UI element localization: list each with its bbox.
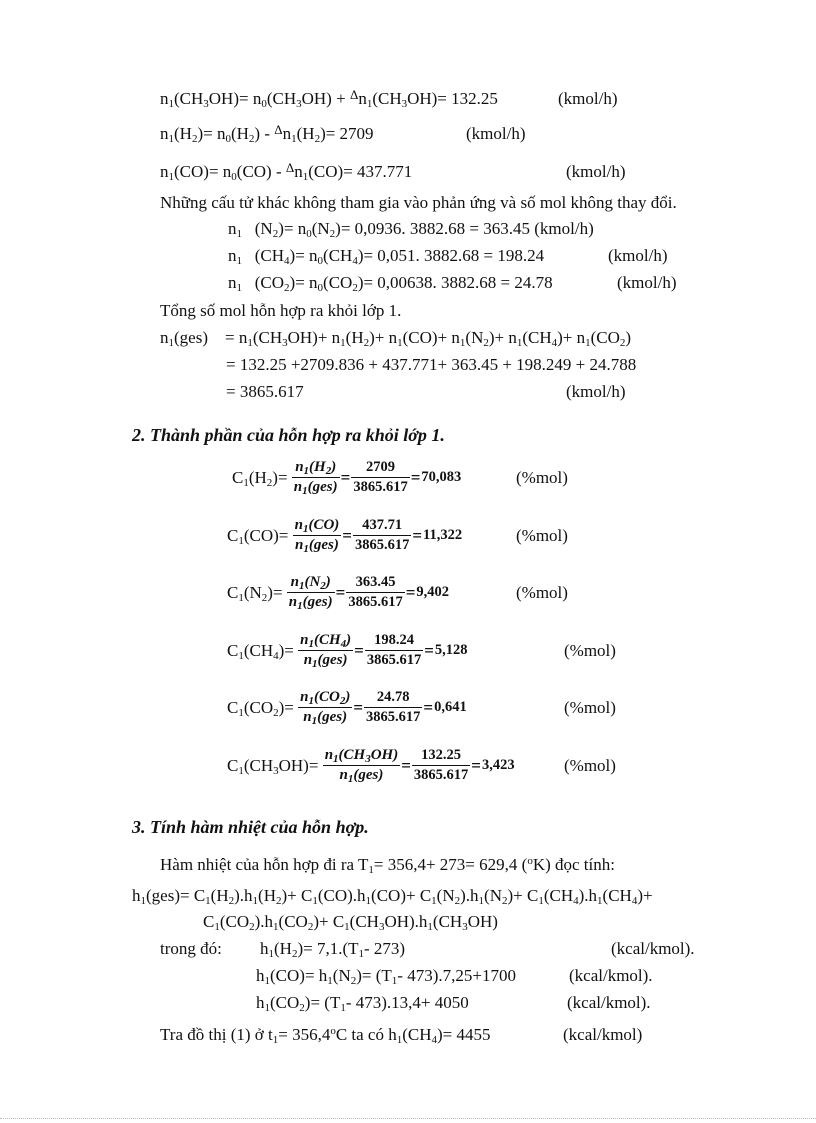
unit-h2: (kmol/h)	[466, 124, 526, 143]
composition-result: 70,083	[421, 469, 462, 485]
equals-sign: =	[401, 755, 411, 775]
equals-sign: =	[405, 582, 416, 602]
page-bottom-divider	[0, 1118, 816, 1119]
composition-label: $C_1(H_2)=$	[232, 467, 288, 489]
composition-result: 9,402	[416, 584, 450, 600]
total-line-3: = 3865.617	[226, 382, 304, 401]
note-text: Những cấu tử khác không tham gia vào phản ứng và số mol không thay đổi.	[160, 193, 677, 212]
composition-label: $C_1(CO)=$	[227, 525, 289, 547]
enthalpy-co2: $h_1(CO_2)= (T_1-$ 473).13,4+ 4050	[256, 993, 469, 1014]
inert-line-co2: $n_1$ $(CO_2)= n_0(CO_2)= 0,00638$. 3882.68 = 24.78	[228, 273, 553, 294]
unit-co-enthalpy: (kcal/kmol).	[569, 966, 653, 985]
where-label: trong đó:	[160, 939, 222, 958]
composition-unit: (%mol)	[564, 698, 616, 717]
composition-unit: (%mol)	[564, 641, 616, 660]
inert-line-n2: $n_1$ $(N_2)= n_0(N_2)= 0,0936$. 3882.68 = 363.45 (kmol/h)	[228, 219, 594, 240]
enthalpy-formula-line-1: $h_1(ges)= C_1(H_2).h_1(H_2)+ C_1(CO).h_1(CO)+ C_1(N_2).h_1(N_2)+ C_1(CH_4).h_1(CH_4)+$	[132, 886, 653, 907]
composition-label: $C_1(CH_3OH)=$	[227, 755, 319, 777]
equals-sign: =	[410, 467, 421, 487]
composition-row	[227, 573, 449, 612]
numeric-fraction: $\frac{2709}{3865.617}$	[353, 459, 408, 495]
numeric-fraction: $\frac{24.78}{3865.617}$	[366, 689, 421, 725]
equals-sign: =	[340, 467, 351, 487]
balance-line-co: $n_1(CO)= n_0(CO) - ^\Delta n_1(CO)= 437.771$	[160, 160, 413, 183]
total-line-2: = 132.25 +2709.836 + 437.771+ 363.45 + 198.249 + 24.788	[226, 355, 637, 374]
composition-unit: (%mol)	[564, 756, 616, 775]
composition-row	[227, 516, 462, 555]
unit-co: (kmol/h)	[566, 162, 626, 181]
composition-unit: (%mol)	[516, 468, 568, 487]
composition-unit: (%mol)	[516, 583, 568, 602]
total-unit: (kmol/h)	[566, 382, 626, 401]
equals-sign: =	[471, 755, 481, 775]
symbolic-fraction: $\frac{n_1(CH_4)}{n_1(ges)}$	[300, 632, 352, 670]
composition-result: 5,128	[434, 642, 468, 658]
composition-row	[227, 746, 515, 785]
composition-row	[232, 458, 461, 497]
composition-label: $C_1(CH_4)=$	[227, 640, 294, 662]
section-3-title: 3. Tính hàm nhiệt của hỗn hợp.	[132, 817, 369, 837]
symbolic-fraction: $\frac{n_1(CO)}{n_1(ges)}$	[294, 517, 340, 555]
enthalpy-h2: $h_1(H_2)= 7,1.(T_1-$ 273)	[260, 939, 406, 960]
composition-unit: (%mol)	[516, 526, 568, 545]
equals-sign: =	[353, 697, 363, 717]
unit-co2: (kmol/h)	[617, 273, 677, 292]
numeric-fraction: $\frac{132.25}{3865.617}$	[413, 747, 469, 783]
unit-ch4-enthalpy: (kcal/kmol)	[563, 1025, 643, 1044]
unit-co2-enthalpy: (kcal/kmol).	[567, 993, 651, 1012]
inert-line-ch4: $n_1$ $(CH_4)= n_0(CH_4)= 0,051$. 3882.68 = 198.24	[228, 246, 545, 267]
total-line-1: $n_1(ges)$ = $n_1(CH_3OH)+ n_1(H_2)+ n_1(CO)+ n_1(N_2)+ n_1(CH_4)+ n_1(CO_2)$	[160, 328, 632, 349]
composition-row	[227, 631, 468, 670]
enthalpy-co-n2: $h_1(CO)= h_1(N_2)= (T_1-$ 473).7,25+1700	[256, 966, 516, 987]
balance-line-ch3oh: $n_1(CH_3OH)= n_0(CH_3OH) + ^\Delta n_1(CH_3OH)= 132.25$	[160, 87, 498, 110]
symbolic-fraction: $\frac{n_1(CO_2)}{n_1(ges)}$	[300, 689, 351, 727]
symbolic-fraction: $\frac{n_1(CH_3OH)}{n_1(ges)}$	[324, 747, 399, 785]
equals-sign: =	[424, 640, 434, 660]
unit-ch3oh: (kmol/h)	[558, 89, 618, 108]
equals-sign: =	[354, 640, 364, 660]
symbolic-fraction: $\frac{n_1(H_2)}{n_1(ges)}$	[293, 459, 338, 497]
symbolic-fraction: $\frac{n_1(N_2)}{n_1(ges)}$	[288, 574, 333, 612]
unit-h2-enthalpy: (kcal/kmol).	[611, 939, 695, 958]
unit-ch4: (kmol/h)	[608, 246, 668, 265]
composition-result: 0,641	[434, 699, 467, 715]
balance-line-h2: $n_1(H_2)= n_0(H_2) - ^\Delta n_1(H_2)= 2709$	[160, 122, 374, 145]
equals-sign: =	[335, 582, 346, 602]
equals-sign: =	[423, 697, 434, 717]
composition-label: $C_1(N_2)=$	[227, 582, 283, 604]
equals-sign: =	[412, 525, 423, 545]
composition-label: $C_1(CO_2)=$	[227, 697, 294, 719]
enthalpy-intro: Hàm nhiệt của hỗn hợp đi ra $T_1= 356,4+ 273= 629,4$ ($^o$K) đọc tính:	[160, 855, 615, 876]
numeric-fraction: $\frac{437.71}{3865.617}$	[354, 517, 410, 553]
lookup-ch4: Tra đồ thị (1) ở $t_1= 356,4^oC$ ta có $h_1(CH_4)= 4455$	[160, 1025, 491, 1046]
section-2-title: 2. Thành phần của hỗn hợp ra khỏi lớp 1.	[132, 425, 445, 445]
composition-result: 11,322	[423, 527, 463, 543]
composition-result: 3,423	[481, 757, 515, 773]
composition-row	[227, 688, 467, 727]
numeric-fraction: $\frac{198.24}{3865.617}$	[366, 632, 422, 668]
numeric-fraction: $\frac{363.45}{3865.617}$	[348, 574, 403, 610]
enthalpy-formula-line-2: $C_1(CO_2).h_1(CO_2)+ C_1(CH_3OH).h_1(CH_3OH)$	[203, 912, 498, 933]
total-intro: Tổng số mol hỗn hợp ra khỏi lớp 1.	[160, 301, 402, 320]
equals-sign: =	[342, 525, 352, 545]
